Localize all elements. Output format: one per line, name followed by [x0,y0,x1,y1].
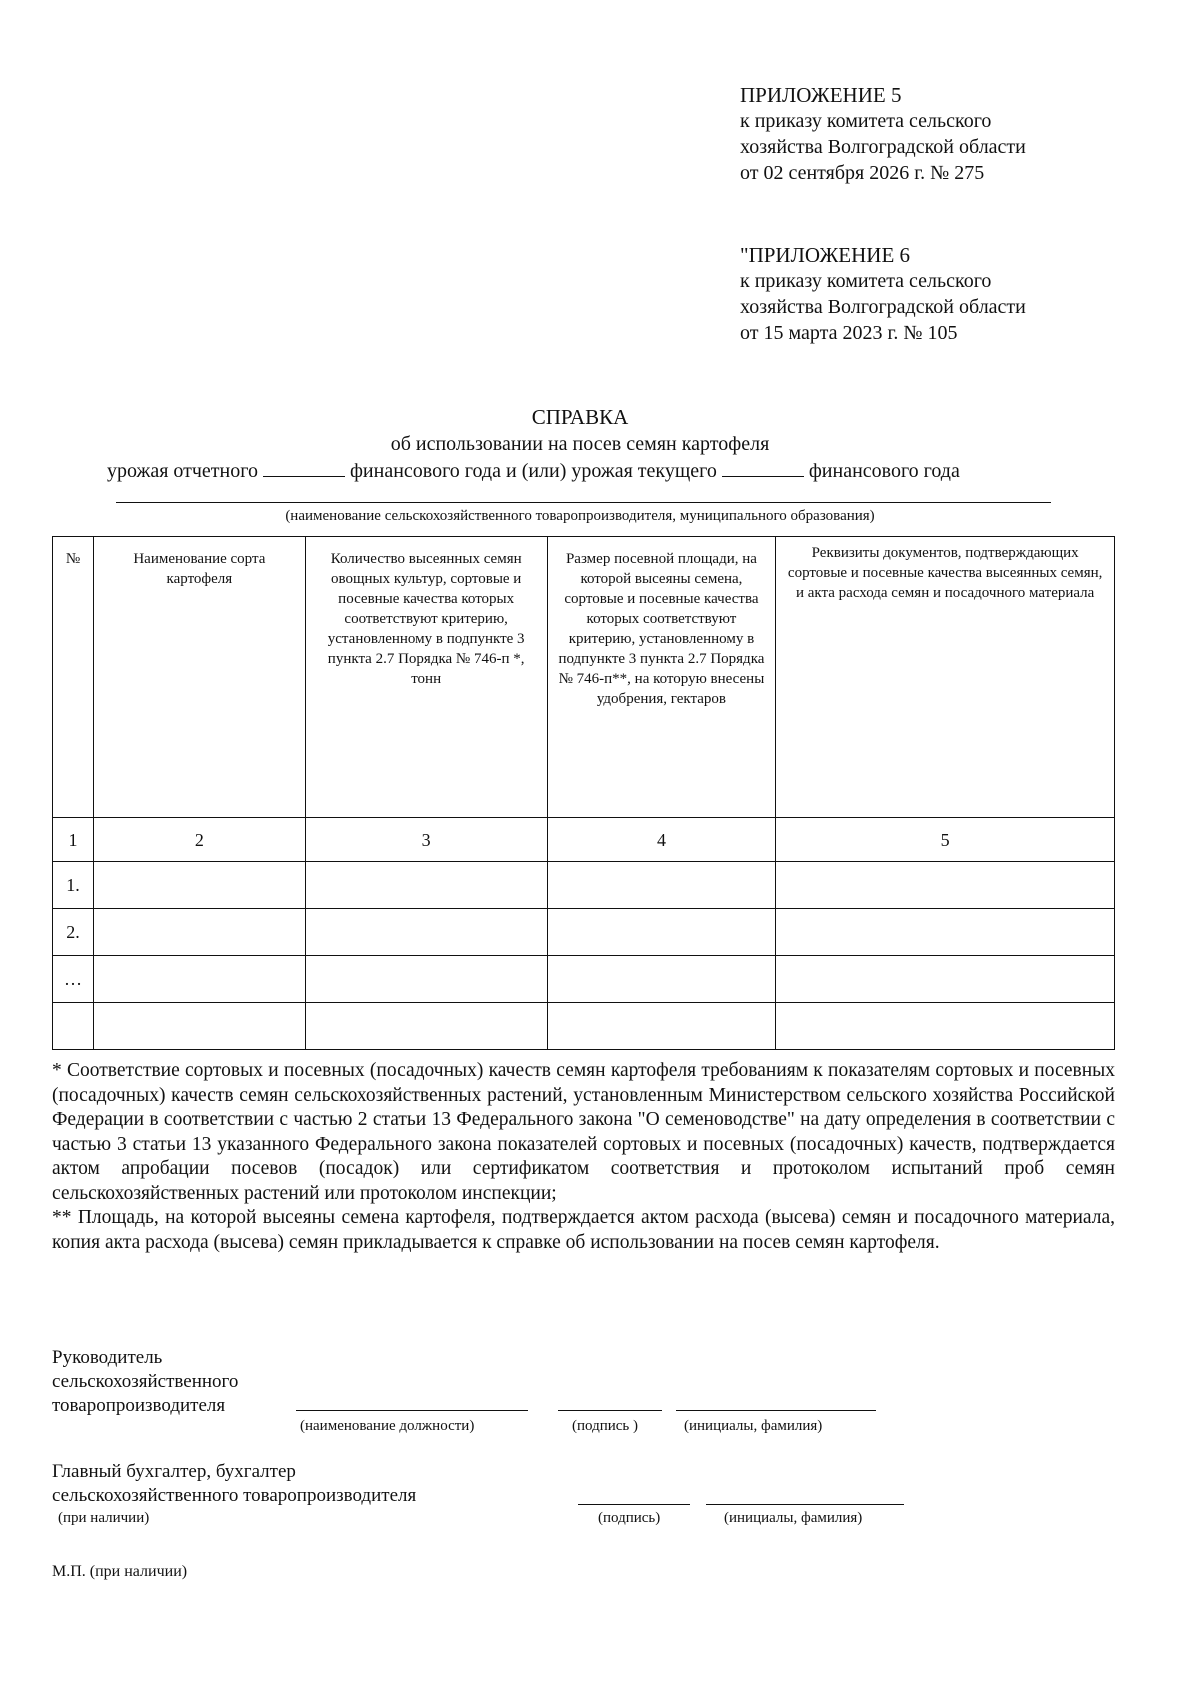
table-cell[interactable] [305,909,547,956]
table-row [53,1003,1115,1050]
appendix-5-line: хозяйства Волгоградской области [740,136,1026,158]
column-number: 3 [305,818,547,862]
table-cell[interactable] [776,956,1115,1003]
appendix-6-line: к приказу комитета сельского [740,270,992,292]
year-line [107,458,960,483]
footnote-2: ** Площадь, на которой высеяны семена картофеля, подтверждается актом расхода (высева) семян и посадочного материала, копия акта расхода (высева) семян прикладывается к справке об использовании на посев семян картофеля. [52,1207,1115,1253]
table-cell[interactable] [93,956,305,1003]
column-number: 5 [776,818,1115,862]
table-cell[interactable] [93,1003,305,1050]
header-document-details: Реквизиты документов, подтверждающих сортовые и посевные качества высеянных семян, и акта расхода семян и посадочного материала [776,537,1115,818]
appendix-5-line: от 02 сентября 2026 г. № 275 [740,162,985,184]
column-number: 2 [93,818,305,862]
accountant-line: Главный бухгалтер, бухгалтер [52,1461,296,1482]
stamp-place: М.П. (при наличии) [52,1563,188,1580]
column-number: 4 [547,818,776,862]
appendix-6-block [740,242,1026,346]
head-line: Руководитель [52,1347,163,1368]
table-cell[interactable] [776,909,1115,956]
year-text-2: финансового года и (или) урожая текущего [349,460,717,482]
head-signature-label [52,1346,238,1418]
year-text-1: урожая отчетного [107,460,258,482]
accountant-signature-line[interactable] [578,1504,690,1505]
table-cell[interactable] [305,956,547,1003]
year-text-3: финансового года [808,460,960,482]
table-cell[interactable] [547,909,776,956]
head-line: товаропроизводителя [52,1395,226,1416]
table-cell[interactable] [305,862,547,909]
table-cell[interactable] [93,909,305,956]
table-cell[interactable] [547,862,776,909]
header-seed-quantity: Количество высеянных семян овощных культур, сортовые и посевные качества которых соответствуют критерию, установленному в подпункте 3 пункта 2.7 Порядка № 746-п *, тонн [305,537,547,818]
table-row [53,909,1115,956]
appendix-6-title: "ПРИЛОЖЕНИЕ 6 [740,243,911,267]
position-line[interactable] [296,1410,528,1411]
signature-caption: (подпись ) [572,1418,639,1434]
position-caption: (наименование должности) [300,1418,475,1434]
accountant-signature-caption: (подпись) [598,1510,661,1526]
appendix-6-line: от 15 марта 2023 г. № 105 [740,322,958,344]
table-row [53,862,1115,909]
initials-caption: (инициалы, фамилия) [684,1418,823,1434]
header-variety: Наименование сорта картофеля [93,537,305,818]
row-label: 2. [53,909,94,956]
table-cell[interactable] [776,862,1115,909]
head-line: сельскохозяйственного [52,1371,239,1392]
appendix-5-block [740,82,1026,186]
table-cell[interactable] [547,1003,776,1050]
table-header-row [53,537,1115,818]
seed-usage-table [52,536,1115,1050]
row-label [53,1003,94,1050]
header-sowing-area: Размер посевной площади, на которой высеяны семена, сортовые и посевные качества которых соответствуют критерию, установленному в подпункте 3 пункта 2.7 Порядка № 746-п**, на которую внесены удобрения, гектаров [547,537,776,818]
document-subtitle: об использовании на посев семян картофеля [390,433,770,455]
header-number: № [53,537,94,818]
appendix-5-title: ПРИЛОЖЕНИЕ 5 [740,83,902,107]
producer-name-line[interactable] [116,502,1051,503]
current-year-blank[interactable] [722,458,804,477]
appendix-6-line: хозяйства Волгоградской области [740,296,1026,318]
table-cell[interactable] [776,1003,1115,1050]
column-number: 1 [53,818,94,862]
table-cell[interactable] [547,956,776,1003]
signature-line[interactable] [558,1410,662,1411]
document-title: СПРАВКА [531,405,629,429]
table-column-numbers-row [53,818,1115,862]
table-cell[interactable] [305,1003,547,1050]
table-cell[interactable] [93,862,305,909]
row-label: 1. [53,862,94,909]
footnotes [52,1059,1115,1255]
accountant-initials-line[interactable] [706,1504,904,1505]
accountant-signature-label [52,1460,416,1508]
appendix-5-line: к приказу комитета сельского [740,110,992,132]
accountant-initials-caption: (инициалы, фамилия) [724,1510,863,1526]
footnote-1: * Соответствие сортовых и посевных (посадочных) качеств семян картофеля требованиям к показателям сортовых и посевных (посадочных) качеств семян сельскохозяйственных растений, установленным Министерством сельского хозяйства Российской Федерации в соответствии с частью 2 статьи 13 Федерального закона "О семеноводстве" на дату определения в соответствии с частью 3 статьи 13 указанного Федерального закона показателей сортовых и посевных (посадочных) качеств, подтверждается актом апробации посевов (посадок) или сертификатом соответствия и протоколом испытаний проб семян сельскохозяйственных растений или протоколом инспекции; [52,1060,1115,1204]
reporting-year-blank[interactable] [263,458,345,477]
row-label: … [53,956,94,1003]
initials-line[interactable] [676,1410,876,1411]
accountant-line: сельскохозяйственного товаропроизводителя [52,1485,417,1506]
table-row [53,956,1115,1003]
accountant-note: (при наличии) [58,1510,150,1526]
producer-caption: (наименование сельскохозяйственного товаропроизводителя, муниципального образования) [285,508,875,524]
